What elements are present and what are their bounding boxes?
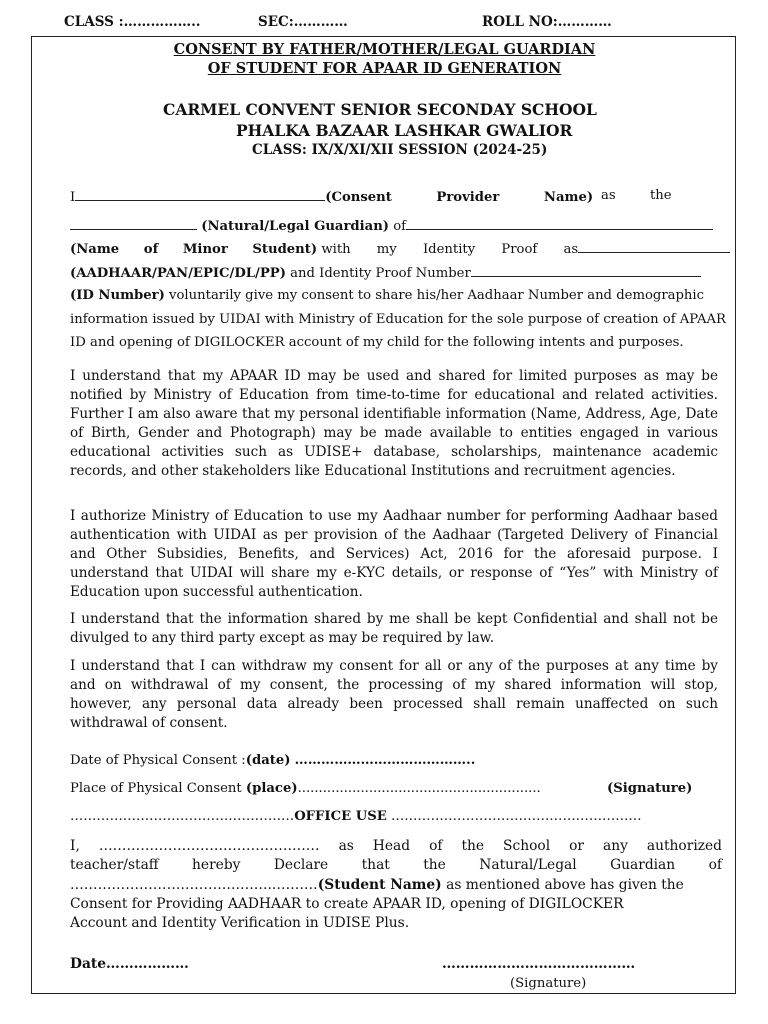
office-line-4: Consent for Providing AADHAAR to create APAAR ID, opening of DIGILOCKER xyxy=(70,896,624,912)
consent-line-3 xyxy=(70,240,722,257)
paragraph-confidentiality: I understand that the information shared by me shall be kept Confidential and shall not be divulged to any third party except as may be required by law. xyxy=(70,611,718,646)
consent-place-field[interactable]: .......................................................... xyxy=(297,781,541,796)
consent-text-1: voluntarily give my consent to share his/her Aadhaar Number and demographic xyxy=(169,288,705,303)
id-number-tag: (ID Number) xyxy=(70,288,165,303)
office-line-3 xyxy=(70,877,722,893)
consent-line-7: ID and opening of DIGILOCKER account of my child for the following intents and purposes. xyxy=(70,335,684,350)
consent-place-hint: (place) xyxy=(245,781,298,796)
minor-student-label: (Name of Minor Student) xyxy=(70,242,318,257)
label-i: I xyxy=(70,190,76,205)
consent-date-field[interactable]: ………………………………….. xyxy=(294,753,476,768)
consent-line-2 xyxy=(70,217,722,234)
office-line-3-text: as mentioned above has given the xyxy=(446,877,684,893)
office-date-field[interactable]: Date……………… xyxy=(70,956,189,972)
consent-line-4 xyxy=(70,264,722,281)
office-use-title: OFFICE USE xyxy=(294,809,387,824)
id-types-label: (AADHAAR/PAN/EPIC/DL/PP) xyxy=(70,266,286,281)
consent-line-1 xyxy=(70,188,722,205)
consent-provider-label: (Consent Provider Name) xyxy=(325,190,594,205)
office-line-1-text: as Head of the School or any authorized xyxy=(338,838,722,854)
guardian-label: (Natural/Legal Guardian) xyxy=(201,219,390,234)
office-i-label: I, xyxy=(70,838,80,854)
header-row xyxy=(0,14,768,34)
consent-line-5 xyxy=(70,288,722,303)
form-frame xyxy=(31,36,736,994)
guardian-signature-label: (Signature) xyxy=(607,781,693,796)
form-title-line-1: CONSENT BY FATHER/MOTHER/LEGAL GUARDIAN xyxy=(173,41,596,58)
consent-line-6: information issued by UIDAI with Ministry of Education for the sole purpose of creation of APAAR xyxy=(70,312,726,327)
consent-date-label: Date of Physical Consent : xyxy=(70,753,246,768)
form-title-line-2: OF STUDENT FOR APAAR ID GENERATION xyxy=(207,60,562,77)
school-address: PHALKA BAZAAR LASHKAR GWALIOR xyxy=(236,121,573,140)
office-line-5: Account and Identity Verification in UDISE Plus. xyxy=(70,915,410,931)
id-number-label: and Identity Proof Number xyxy=(290,266,471,281)
office-signature-line[interactable]: …………………………………… xyxy=(442,956,636,972)
paragraph-authorization: I authorize Ministry of Education to use my Aadhaar number for performing Aadhaar based authentication with UIDAI as per provision of the Aadhaar (Targeted Delivery of Financial and Other Subsidies, Benefits, and Services) Act, 2016 for the aforesaid purpose. I understand that UIDAI will share my e-KYC details, or response of “Yes” with Ministry of Education upon successful authentication. xyxy=(70,508,718,600)
office-line-2: teacher/staff hereby Declare that the Natural/Legal Guardian of xyxy=(70,857,722,873)
section-field[interactable]: SEC:………… xyxy=(258,14,348,30)
guardian-of-blank[interactable] xyxy=(406,217,713,230)
office-line-1 xyxy=(70,838,722,854)
office-divider-dots-left: …………………………………………… xyxy=(70,809,295,824)
consent-date-hint: (date) xyxy=(245,753,291,768)
student-name-field[interactable]: ……………………………….……..……… xyxy=(70,877,318,893)
head-of-school-name-field[interactable]: ………………………………………… xyxy=(98,838,320,854)
class-session: CLASS: IX/X/XI/XII SESSION (2024-25) xyxy=(252,142,548,158)
consent-date-row xyxy=(70,753,722,768)
school-name: CARMEL CONVENT SENIOR SECONDAY SCHOOL xyxy=(163,100,597,119)
consent-place-row xyxy=(70,781,722,796)
student-name-label: (Student Name) xyxy=(317,877,442,893)
identity-proof-number-blank[interactable] xyxy=(471,264,701,277)
label-the: the xyxy=(650,188,672,203)
consent-provider-name-blank[interactable] xyxy=(75,188,325,201)
label-of: of xyxy=(393,219,407,234)
identity-proof-label: with my Identity Proof as xyxy=(321,242,579,257)
paragraph-usage: I understand that my APAAR ID may be used and shared for limited purposes as may be notified by Ministry of Education from time-to-time for educational and related activities. Further I am also aware that my personal identifiable information (Name, Address, Age, Date of Birth, Gender and Photograph) may be made available to entities engaged in various educational activities such as UDISE+ database, scholarships, maintenance academic records, and other stakeholders like Educational Institutions and recruitment agencies. xyxy=(70,368,718,479)
office-signature-label: (Signature) xyxy=(510,976,587,991)
label-as: as xyxy=(601,188,616,203)
office-use-divider xyxy=(70,809,722,824)
identity-proof-type-blank[interactable] xyxy=(578,240,730,253)
consent-place-label: Place of Physical Consent xyxy=(70,781,242,796)
paragraph-withdrawal: I understand that I can withdraw my consent for all or any of the purposes at any time by and on withdrawal of my consent, the processing of my shared information will stop, however, any personal data already been processed shall remain unaffected on such withdrawal of consent. xyxy=(70,658,718,731)
roll-number-field[interactable]: ROLL NO:………… xyxy=(482,14,612,30)
class-field[interactable]: CLASS :…………….. xyxy=(64,14,201,30)
office-divider-dots-right: ………………………………………………… xyxy=(391,809,642,824)
guardian-type-blank[interactable] xyxy=(70,217,197,230)
